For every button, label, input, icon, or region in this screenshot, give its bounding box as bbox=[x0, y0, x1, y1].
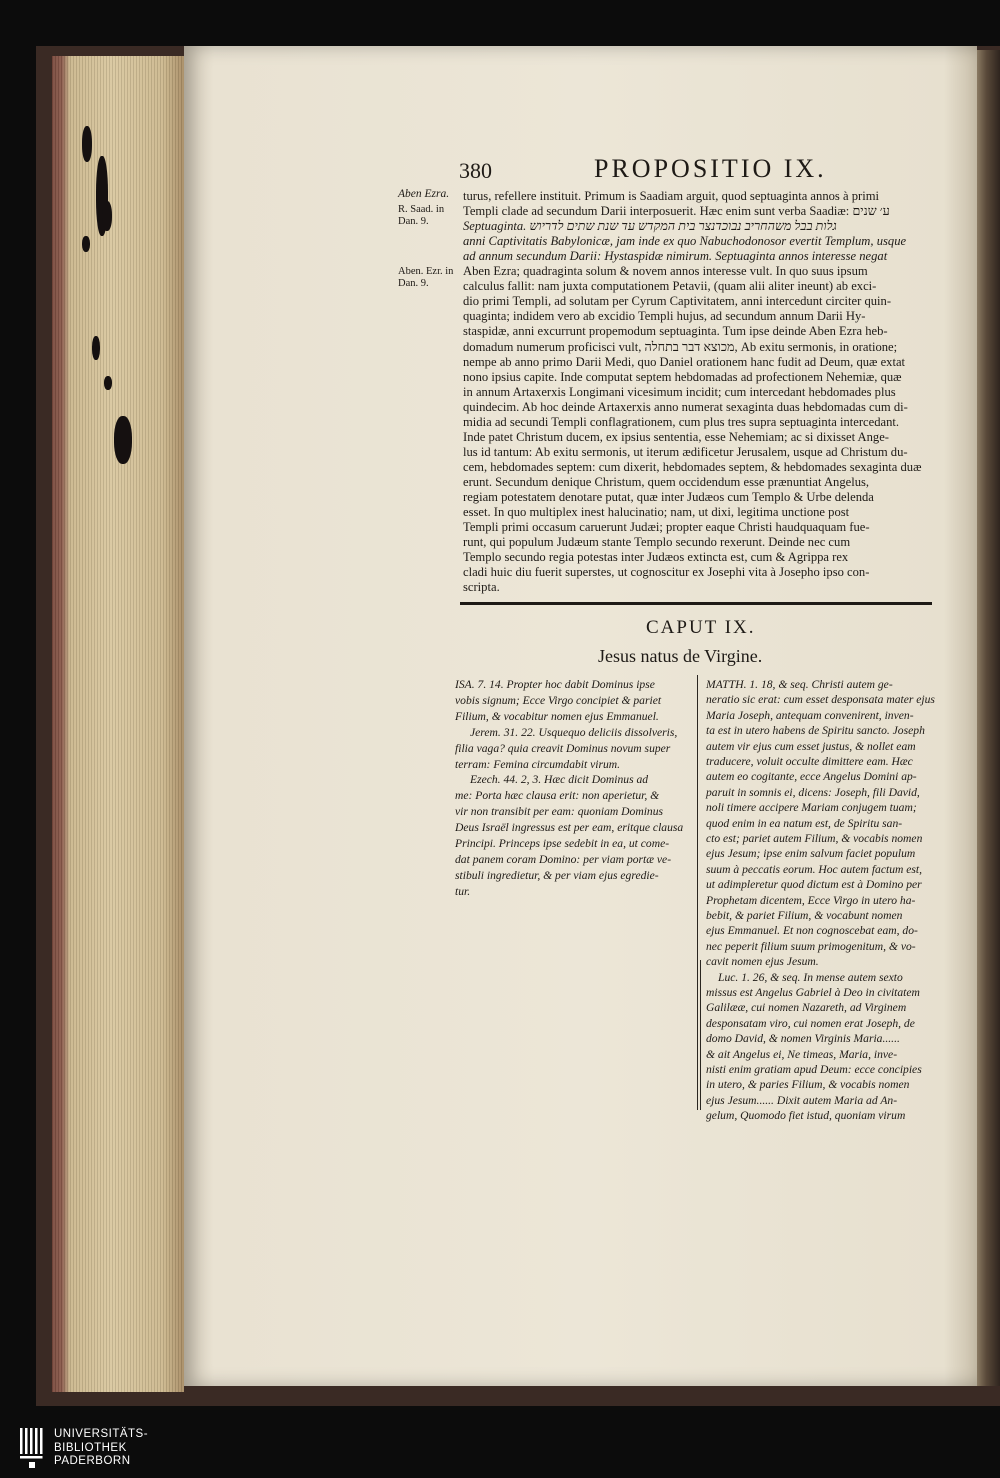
right-column-line: ejus Jesum...... Dixit autem Maria ad An- bbox=[706, 1093, 898, 1107]
text-line: Templi primi occasum caruerunt Judæi; propter eaque Christi haudquaquam fue- bbox=[463, 520, 870, 535]
right-column-line: MATTH. 1. 18, & seq. Christi autem ge- bbox=[706, 678, 893, 691]
text-line: Aben Ezra; quadraginta solum & novem annos interesse vult. In quo suus ipsum bbox=[463, 264, 868, 279]
right-column-line: cavit nomen ejus Jesum. bbox=[706, 955, 819, 969]
right-column-line: gelum, Quomodo fiet istud, quoniam virum bbox=[706, 1109, 906, 1123]
column-divider bbox=[697, 675, 698, 1110]
left-column-line: tur. bbox=[455, 884, 471, 898]
text-line: erunt. Secundum denique Christum, quem occidendum esse prænuntiat Angelus, bbox=[463, 474, 870, 489]
text-line: Templi clade ad secundum Darii interposuerit. Hæc enim sunt verba Saadiæ: ע׳ שנים bbox=[463, 204, 890, 219]
library-line-1: UNIVERSITÄTS- bbox=[54, 1428, 149, 1440]
text-line: midia ad secundi Templi conflagrationem, cum plus tres supra septuaginta intercedant. bbox=[463, 414, 900, 429]
library-line-3: PADERBORN bbox=[54, 1455, 131, 1467]
right-column-line: autem vir ejus cum esset justus, & nollet eam bbox=[706, 739, 916, 753]
left-column-line: terram: Femina circumdabit virum. bbox=[455, 757, 621, 771]
right-column-line: Prophetam dicentem, Ecce Virgo in utero ha- bbox=[706, 893, 916, 907]
text-line: scripta. bbox=[463, 580, 500, 595]
text-line: runt, qui populum Judæum stante Templo secundo rexerunt. Deinde nec cum bbox=[463, 535, 851, 550]
book-page-edges bbox=[52, 56, 184, 1392]
text-line: Septuaginta. גלות בבל משהחריב נבוכדנצר בית המקדש עד שנת שתים לדריוש bbox=[463, 219, 837, 234]
text-line: quindecim. Ab hoc deinde Artaxerxis anno numerat sexaginta duas hebdomadas cum di- bbox=[463, 399, 908, 414]
left-column-line: Deus Israël ingressus est per eam, eritque clausa bbox=[455, 821, 684, 835]
text-line: calculus fallit: nam juxta computationem Petavii, (quam alii aliter ineunt) ab exci- bbox=[463, 279, 877, 294]
right-column-line: quod enim in ea natum est, de Spiritu san- bbox=[706, 816, 903, 830]
right-column-line: missus est Angelus Gabriel à Deo in civitatem bbox=[706, 986, 920, 999]
right-column-line: autem eo cogitante, ecce Angelus Domini ap- bbox=[706, 770, 917, 784]
text-line: cladi huic diu fuerit superstes, ut cognoscitur ex Josephi vita à Josepho ipso con- bbox=[463, 565, 870, 580]
right-column-line: in utero, & paries Filium, & vocabis nomen bbox=[706, 1078, 910, 1092]
right-column-line: nec peperit filium suum primogenitum, & vo- bbox=[706, 939, 916, 953]
left-column-line: stibuli ingredietur, & per viam ejus egredie- bbox=[455, 868, 659, 882]
left-column-line: dat panem coram Domino: per viam portæ ve- bbox=[455, 852, 672, 866]
library-line-2: BIBLIOTHEK bbox=[54, 1441, 127, 1454]
left-column-line: me: Porta hæc clausa erit: non aperietur, & bbox=[455, 789, 660, 803]
text-line: nempe ab anno primo Darii Medi, quo Daniel orationem hanc fudit ad Deum, quæ extat bbox=[463, 354, 906, 369]
library-name bbox=[54, 1428, 148, 1469]
text-line: Inde patet Christum ducem, ex ipsius sententia, esse Nehemiam; ac si dixisset Ange- bbox=[463, 429, 889, 444]
right-column-line: cto est; pariet autem Filium, & vocabis nomen bbox=[706, 832, 923, 845]
running-title: PROPOSITIO IX. bbox=[594, 154, 827, 183]
text-line: staspidæ, anni excurrunt propemodum septuaginta. Tum ipse deinde Aben Ezra heb- bbox=[463, 324, 888, 339]
book-right-spine bbox=[977, 50, 1000, 1386]
left-column-line: filia vaga? quia creavit Dominus novum super bbox=[455, 741, 671, 755]
text-line: turus, refellere instituit. Primum is Saadiam arguit, quod septuaginta annos à primi bbox=[463, 189, 879, 203]
right-column-line: ejus Emmanuel. Et non cognoscebat eam, do- bbox=[706, 924, 918, 938]
text-line: anni Captivitatis Babylonicæ, jam inde ex quo Nabuchodonosor evertit Templum, usque bbox=[463, 234, 907, 249]
right-column-line: ut adimpleretur quod dictum est à Domino per bbox=[706, 878, 922, 892]
text-line: esset. In quo multiplex inest halucinatio; nam, ut dixi, legitima unctione post bbox=[463, 505, 850, 520]
left-column-line: vir non transibit per eam: quoniam Dominus bbox=[455, 805, 664, 819]
right-column-line: ejus Jesum; ipse enim salvum faciet populum bbox=[706, 847, 916, 861]
section-rule bbox=[460, 602, 932, 605]
right-column-line: domo David, & nomen Virginis Maria...... bbox=[706, 1032, 900, 1046]
left-column-line: ISA. 7. 14. Propter hoc dabit Dominus ipse bbox=[455, 678, 655, 691]
right-column-line: & ait Angelus ei, Ne timeas, Maria, inve- bbox=[706, 1047, 898, 1061]
right-column-line: ta est in utero habens de Spiritu sancto. Joseph bbox=[706, 724, 925, 738]
right-column-line: Maria Joseph, antequam convenirent, inven- bbox=[706, 708, 914, 722]
text-line: lus id tantum: Ab exitu sermonis, ut iterum ædificetur Jerusalem, usque ad Christum du- bbox=[463, 444, 908, 459]
margin-note-aben-ezra-dan: Aben. Ezr. in Dan. 9. bbox=[398, 266, 454, 289]
right-column-line: nisti enim gratiam apud Deum: ecce concipies bbox=[706, 1063, 922, 1076]
right-column-line: Luc. 1. 26, & seq. In mense autem sexto bbox=[718, 970, 903, 984]
library-logo-icon bbox=[18, 1426, 48, 1470]
margin-note-aben-ezra: Aben Ezra. bbox=[398, 188, 450, 200]
left-column-line: Jerem. 31. 22. Usquequo deliciis dissolveris, bbox=[470, 725, 678, 739]
text-line: quaginta; indidem vero ab excidio Templi hujus, ad secundum annum Darii Hy- bbox=[463, 309, 866, 324]
right-column-line: neratio sic erat: cum esset desponsata mater ejus bbox=[706, 693, 935, 707]
text-line: dio primi Templi, ad solutam per Cyrum Captivitatem, anni intercedunt circiter quin- bbox=[463, 294, 892, 309]
margin-note-saadia: R. Saad. in Dan. 9. bbox=[398, 204, 445, 227]
right-column-line: Galilææ, cui nomen Nazareth, ad Virginem bbox=[706, 1001, 907, 1015]
text-line: regiam potestatem denotare putat, quæ inter Judæos cum Templo & Urbe delenda bbox=[463, 490, 874, 504]
right-column-line: desponsatam viro, cui nomen erat Joseph, de bbox=[706, 1016, 915, 1030]
left-column-line: Principi. Princeps ipse sedebit in ea, ut come- bbox=[455, 837, 670, 850]
text-line: cem, hebdomades septem: cum dixerit, hebdomades septem, & hebdomades sexaginta duæ bbox=[463, 459, 922, 474]
chapter-subtitle: Jesus natus de Virgine. bbox=[598, 646, 763, 666]
page-number: 380 bbox=[459, 158, 492, 183]
right-column-line: paruit in somnis ei, dicens: Joseph, fili David, bbox=[706, 785, 920, 799]
text-line: domadum numerum proficisci vult, מכוצא דבר בתחלה, Ab exitu sermonis, in oratione; bbox=[463, 339, 898, 354]
right-column-line: suum à peccatis eorum. Hoc autem factum est, bbox=[706, 862, 923, 876]
column-divider-lower bbox=[700, 960, 701, 1110]
left-column-line: Ezech. 44. 2, 3. Hæc dicit Dominus ad bbox=[470, 773, 649, 787]
text-line: Templo secundo regia potestas inter Judæos extincta est, cum & Agrippa rex bbox=[463, 550, 849, 565]
right-column-line: bebit, & pariet Filium, & vocabunt nomen bbox=[706, 909, 903, 922]
right-column-line: noli timere accipere Mariam conjugem tuam; bbox=[706, 801, 917, 815]
chapter-heading: CAPUT IX. bbox=[646, 617, 756, 638]
left-column-line: Filium, & vocabitur nomen ejus Emmanuel. bbox=[455, 709, 659, 723]
text-line: in annum Artaxerxis Longimani vicesimum incidit; cum intercedant hebdomades plus bbox=[463, 384, 896, 399]
left-column-line: vobis signum; Ecce Virgo concipiet & pariet bbox=[455, 693, 662, 707]
text-line: nono ipsius capite. Inde computat septem hebdomadas ad profectionem Nehemiæ, quæ bbox=[463, 369, 902, 384]
right-column-line: traducere, voluit occulte dimittere eam. Hæc bbox=[706, 755, 913, 768]
text-line: ad annum secundum Darii: Hystaspidæ nimirum. Septuaginta annos interesse negat bbox=[463, 249, 888, 264]
